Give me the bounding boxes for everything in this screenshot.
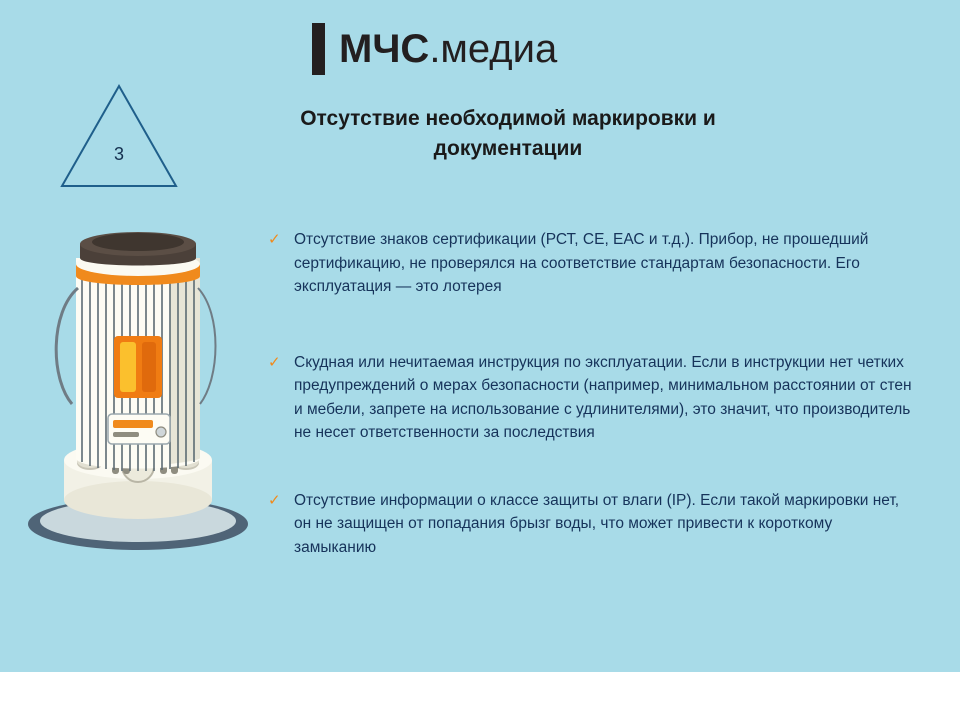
footer-strip xyxy=(0,672,960,720)
check-icon: ✓ xyxy=(268,353,281,371)
badge-number: 3 xyxy=(113,144,124,164)
logo-text xyxy=(339,29,557,69)
page-title: Отсутствие необходимой маркировки и документации xyxy=(300,107,716,161)
bullet-list xyxy=(268,228,916,597)
logo-text-light: .медиа xyxy=(429,27,558,71)
list-item xyxy=(268,489,916,560)
check-icon: ✓ xyxy=(268,231,281,248)
kerosene-heater-illustration xyxy=(20,228,270,558)
warning-triangle-icon xyxy=(58,82,180,190)
list-item xyxy=(268,351,916,445)
list-item xyxy=(268,228,916,299)
heater-graphic xyxy=(20,228,270,558)
logo-text-bold: МЧС xyxy=(339,27,430,71)
check-icon: ✓ xyxy=(268,491,281,509)
bullet-text: Отсутствие информации о классе защиты от влаги (IP). Если такой маркировки нет, он не защищен от попадания брызг воды, что может привести к короткому замыканию xyxy=(294,491,900,556)
bullet-text: Скудная или нечитаемая инструкция по эксплуатации. Если в инструкции нет четких предупреждений о мерах безопасности (например, минимальном расстоянии от стен и мебели, запрете на использование с удлинителями), это значит, что производитель не несет ответственности за последствия xyxy=(294,353,912,442)
vertical-bar-icon xyxy=(312,23,325,75)
bullet-text: Отсутствие знаков сертификации (РСТ, СЕ, ЕАС и т.д.). Прибор, не прошедший сертификацию, не проверялся на соответствие стандартам безопасности. Его эксплуатация — это лотерея xyxy=(294,231,869,296)
warning-triangle-badge xyxy=(58,82,180,190)
brand-logo xyxy=(312,22,557,76)
